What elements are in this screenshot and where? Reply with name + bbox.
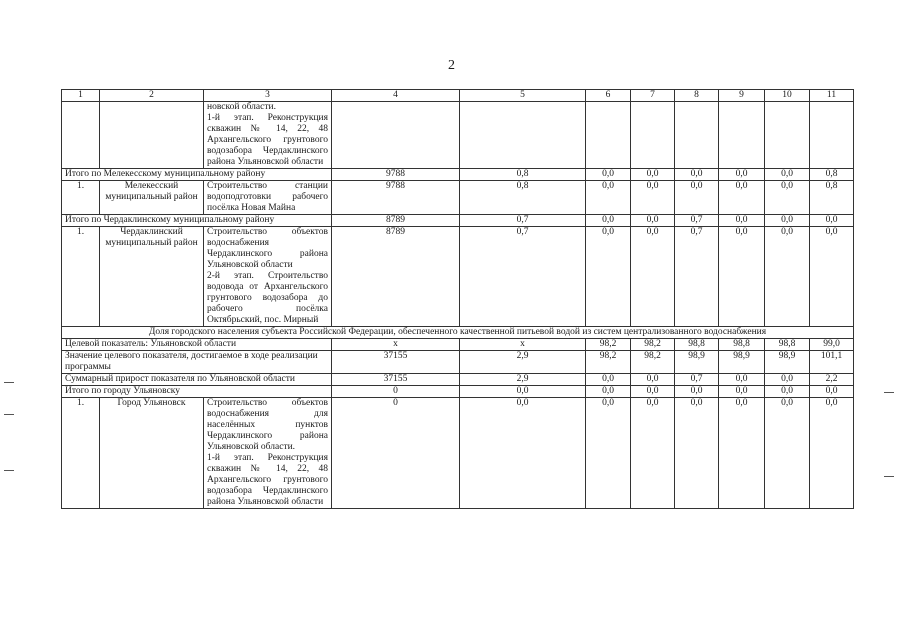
cell-col11: 99,0 — [810, 339, 854, 351]
cell-municipality: Мелекесский муниципальный район — [100, 181, 204, 215]
cell-col10: 0,0 — [765, 181, 810, 215]
page-number: 2 — [448, 58, 455, 73]
cell-col6: 0,0 — [586, 215, 631, 227]
cell-col7: 0,0 — [631, 374, 675, 386]
cell-col11: 0,0 — [810, 386, 854, 398]
cell-col9: 0,0 — [719, 386, 765, 398]
cell-col7: 0,0 — [631, 386, 675, 398]
cell-col10: 0,0 — [765, 215, 810, 227]
cell-col7: 0,0 — [631, 398, 675, 509]
column-number: 4 — [332, 90, 460, 102]
table-row — [62, 181, 854, 215]
cell-col11: 0,0 — [810, 215, 854, 227]
cell-col9 — [719, 102, 765, 169]
cell-col6: 98,2 — [586, 351, 631, 374]
cell-col9: 0,0 — [719, 398, 765, 509]
cell-col8: 0,0 — [675, 386, 719, 398]
cell-col10: 0,0 — [765, 169, 810, 181]
cell-col4: 8789 — [332, 227, 460, 327]
cell-col7: 98,2 — [631, 351, 675, 374]
column-number: 9 — [719, 90, 765, 102]
cell-col10: 98,8 — [765, 339, 810, 351]
cell-col5: 0,7 — [460, 227, 586, 327]
cell-col6: 0,0 — [586, 386, 631, 398]
cell-col6: 0,0 — [586, 169, 631, 181]
cell-col11: 0,8 — [810, 181, 854, 215]
cell-col4: 37155 — [332, 374, 460, 386]
column-number: 11 — [810, 90, 854, 102]
row-label: Итого по Мелекесскому муниципальному району — [62, 169, 332, 181]
cell-col7: 0,0 — [631, 181, 675, 215]
cell-col7 — [631, 102, 675, 169]
margin-mark — [884, 392, 894, 393]
row-label: Итого по Чердаклинскому муниципальному району — [62, 215, 332, 227]
cell-col8: 0,7 — [675, 374, 719, 386]
cell-col4 — [332, 102, 460, 169]
cell-col11: 101,1 — [810, 351, 854, 374]
cell-col11: 0,0 — [810, 227, 854, 327]
cell-col4: 0 — [332, 386, 460, 398]
cell-col11 — [810, 102, 854, 169]
cell-col6: 0,0 — [586, 181, 631, 215]
margin-mark — [4, 382, 14, 383]
cell-col5: 2,9 — [460, 374, 586, 386]
cell-col9: 0,0 — [719, 181, 765, 215]
row-label: Целевой показатель: Ульяновской области — [62, 339, 332, 351]
cell-municipality — [100, 102, 204, 169]
total-row — [62, 351, 854, 374]
column-number: 7 — [631, 90, 675, 102]
cell-col5: 0,7 — [460, 215, 586, 227]
column-number: 10 — [765, 90, 810, 102]
column-number: 3 — [204, 90, 332, 102]
cell-col10: 0,0 — [765, 374, 810, 386]
program-table — [61, 89, 854, 509]
cell-col6: 0,0 — [586, 227, 631, 327]
margin-mark — [4, 470, 14, 471]
cell-col6 — [586, 102, 631, 169]
column-number: 2 — [100, 90, 204, 102]
table-row — [62, 227, 854, 327]
cell-description: Строительство станции водоподготовки рабочего посёлка Новая Майна — [204, 181, 332, 215]
cell-col8 — [675, 102, 719, 169]
cell-index — [62, 102, 100, 169]
margin-mark — [884, 476, 894, 477]
cell-col10: 0,0 — [765, 227, 810, 327]
cell-col4: х — [332, 339, 460, 351]
row-label: Суммарный прирост показателя по Ульяновской области — [62, 374, 332, 386]
cell-col5: 2,9 — [460, 351, 586, 374]
margin-mark — [4, 414, 14, 415]
cell-col5: 0,0 — [460, 398, 586, 509]
cell-col9: 98,8 — [719, 339, 765, 351]
cell-col5: х — [460, 339, 586, 351]
cell-col6: 98,2 — [586, 339, 631, 351]
cell-description: Строительство объектов водоснабжения для населённых пунктов Чердаклинского района Ульяновской области. 1-й этап. Реконструкция скважин № 14, 22, 48 Архангельского грунтового водозабора Чердаклинского района Ульяновской области — [204, 398, 332, 509]
column-number: 6 — [586, 90, 631, 102]
row-label: Итого по городу Ульяновску — [62, 386, 332, 398]
total-row — [62, 339, 854, 351]
total-row — [62, 374, 854, 386]
cell-col4: 9788 — [332, 181, 460, 215]
cell-index: 1. — [62, 181, 100, 215]
cell-col5 — [460, 102, 586, 169]
cell-municipality: Чердаклинский муниципальный район — [100, 227, 204, 327]
cell-col4: 9788 — [332, 169, 460, 181]
cell-col10 — [765, 102, 810, 169]
column-number: 8 — [675, 90, 719, 102]
cell-col7: 98,2 — [631, 339, 675, 351]
cell-col6: 0,0 — [586, 374, 631, 386]
cell-col8: 0,0 — [675, 181, 719, 215]
cell-col5: 0,8 — [460, 181, 586, 215]
cell-index: 1. — [62, 227, 100, 327]
cell-col6: 0,0 — [586, 398, 631, 509]
section-header-row — [62, 327, 854, 339]
cell-col8: 0,0 — [675, 398, 719, 509]
column-number: 5 — [460, 90, 586, 102]
cell-col4: 37155 — [332, 351, 460, 374]
cell-col9: 0,0 — [719, 215, 765, 227]
column-number: 1 — [62, 90, 100, 102]
table-row — [62, 102, 854, 169]
section-header: Доля городского населения субъекта Российской Федерации, обеспеченного качественной питьевой водой из систем централизованного водоснабжения — [62, 327, 854, 339]
cell-col10: 0,0 — [765, 386, 810, 398]
row-label: Значение целевого показателя, достигаемое в ходе реализации программы — [62, 351, 332, 374]
cell-index: 1. — [62, 398, 100, 509]
cell-municipality: Город Ульяновск — [100, 398, 204, 509]
cell-col11: 2,2 — [810, 374, 854, 386]
cell-description: Строительство объектов водоснабжения Чердаклинского района Ульяновской области 2-й этап. Строительство водовода от Архангельского грунтового водозабора до рабочего посёлка Октябрьский, пос. Мирный — [204, 227, 332, 327]
cell-col7: 0,0 — [631, 169, 675, 181]
cell-col5: 0,8 — [460, 169, 586, 181]
cell-col4: 8789 — [332, 215, 460, 227]
total-row — [62, 169, 854, 181]
total-row — [62, 215, 854, 227]
cell-col9: 98,9 — [719, 351, 765, 374]
cell-col8: 98,9 — [675, 351, 719, 374]
cell-col11: 0,8 — [810, 169, 854, 181]
cell-col8: 0,0 — [675, 169, 719, 181]
cell-col5: 0,0 — [460, 386, 586, 398]
cell-col9: 0,0 — [719, 374, 765, 386]
cell-col9: 0,0 — [719, 227, 765, 327]
cell-col9: 0,0 — [719, 169, 765, 181]
cell-col7: 0,0 — [631, 227, 675, 327]
cell-col4: 0 — [332, 398, 460, 509]
table-row — [62, 398, 854, 509]
cell-col8: 98,8 — [675, 339, 719, 351]
cell-description: новской области. 1-й этап. Реконструкция скважин № 14, 22, 48 Архангельского грунтового водозабора Чердаклинского района Ульяновской области — [204, 102, 332, 169]
cell-col7: 0,0 — [631, 215, 675, 227]
cell-col11: 0,0 — [810, 398, 854, 509]
cell-col8: 0,7 — [675, 227, 719, 327]
cell-col10: 98,9 — [765, 351, 810, 374]
column-number-row — [62, 90, 854, 102]
cell-col8: 0,7 — [675, 215, 719, 227]
cell-col10: 0,0 — [765, 398, 810, 509]
total-row — [62, 386, 854, 398]
